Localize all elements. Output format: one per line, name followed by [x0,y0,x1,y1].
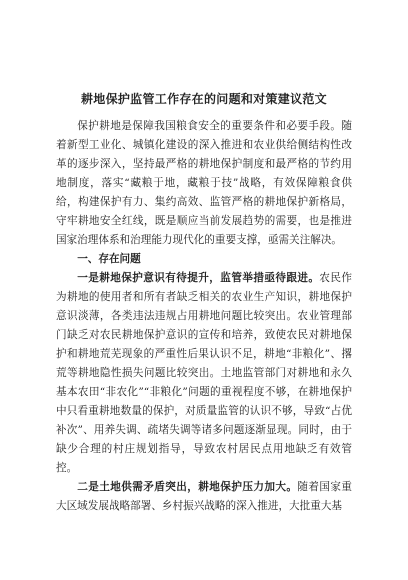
problem-item-1 [56,269,352,478]
problem-item-2-body: 随着国家重大区域发展战略部署、乡村振兴战略的深入推进，大批重大基 [56,481,353,512]
section-heading-problems: 一、存在问题 [77,253,141,265]
problem-item-2-lead: 二是土地供需矛盾突出，耕地保护压力加大。 [77,481,298,493]
problem-item-1-body: 农民作为耕地的使用者和所有者缺乏相关的农业生产知识，耕地保护意识淡薄，各类违法违规占用耕地问题比较突出。农业管理部门缺乏对农民耕地保护意识的宣传和培养，致使农民对耕地保护和耕地荒芜现象的严重性后果认识不足，耕地“非粮化”、撂荒等耕地隐性损失问题比较突出。土地监管部门对耕地和永久基本农田“非农化”“非粮化”问题的重视程度不够，在耕地保护中只看重耕地数量的保护，对质量监管的认识不够，导致“占优补次”、用养失调、疏堵失调等诸多问题逐渐显现。同时，由于缺少合理的村庄规划指导，导致农村居民点用地缺乏有效管控。 [56,272,353,474]
problem-item-1-lead: 一是耕地保护意识有待提升，监管举措亟待跟进。 [77,272,320,284]
problem-item-2 [56,478,352,516]
intro-paragraph: 保护耕地是保障我国粮食安全的重要条件和必要手段。随着新型工业化、城镇化建设的深入推进和农业供给侧结构性改革的逐步深入，坚持最严格的耕地保护制度和最严格的节约用地制度，落实“藏粮于地，藏粮于技”战略，有效保障粮食供给，构建保护有力、集约高效、监管严格的耕地保护新格局，守牢耕地安全红线，既是顺应当前发展趋势的需要，也是推进国家治理体系和治理能力现代化的重要支撑，亟需关注解决。 [56,120,352,246]
document-title: 耕地保护监管工作存在的问题和对策建议范文 [80,92,327,106]
